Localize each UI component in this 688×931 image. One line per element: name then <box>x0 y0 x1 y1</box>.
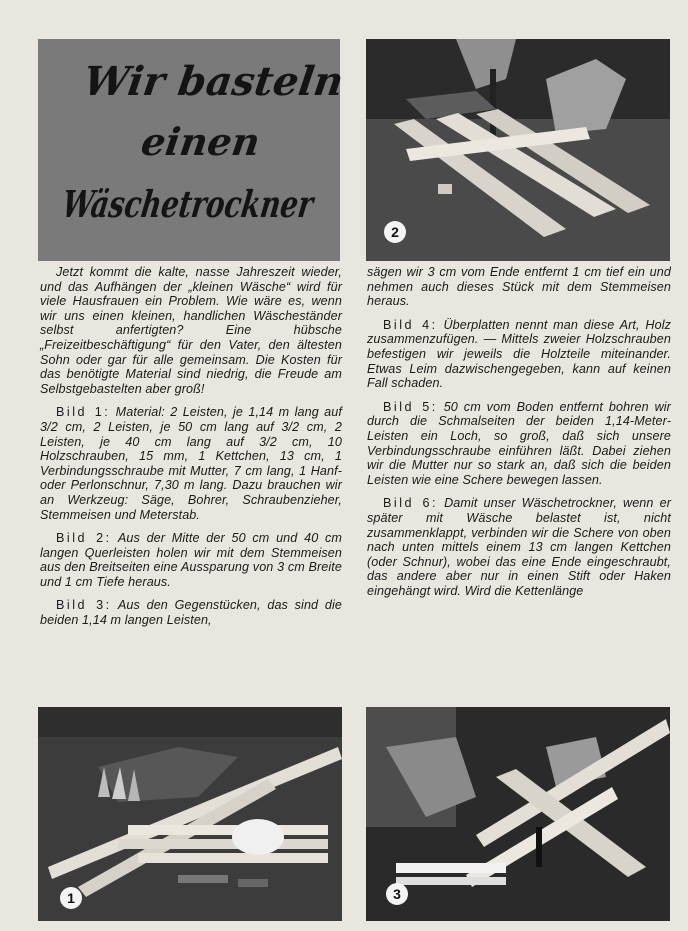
bild-6-label: Bild 6: <box>383 496 438 511</box>
bild-3-paragraph <box>40 598 342 627</box>
bild-1-text: Material: 2 Leisten, je 1,14 m lang auf 3/2 cm, 2 Leisten, je 50 cm lang auf 3/2 cm, 2 Leisten, je 40 cm lang auf 3/2 cm, 10 Holzschrauben, 15 mm, 1 Kettchen, 13 cm, 1 Verbindungsschraube mit Mutter, 7 cm lang, 1 Hanf- oder Perlonschnur, 7,30 m lang. Dazu brauchen wir an Werkzeug: Säge, Bohrer, Schraubenzieher, Stemmeisen und Meterstab. <box>40 405 342 522</box>
title-panel <box>38 39 402 261</box>
bild-6-text: Damit unser Wäschetrockner, wenn er später mit Wäsche belastet ist, nicht zusammenklappt, verbinden wir die Schere von oben nach unten mittels einem 13 cm langen Kettchen (oder Schnur), wobei das eine Ende eingeschraubt, das andere aber nur in einen Stift oder Haken eingehängt wird. Wird die Kettenlänge <box>367 496 671 598</box>
bild-6-paragraph <box>367 496 671 598</box>
photo-3-number: 3 <box>386 883 408 905</box>
bild-5-paragraph <box>367 400 671 488</box>
bild-2-paragraph <box>40 531 342 589</box>
photo-3-illustration <box>366 707 670 921</box>
bild-4-label: Bild 4: <box>383 317 438 332</box>
photo-1 <box>38 707 342 921</box>
left-text-column <box>40 265 342 637</box>
bild-5-text: 50 cm vom Boden entfernt bohren wir durch die Schmalseiten der beiden 1,14-Meter-Leisten ein Loch, so groß, daß sich unsere Verbindungsschraube einführen läßt. Dabei ziehen wir die Mutter nur so stark an, daß sich die beiden Leisten wie eine Schere bewegen lassen. <box>367 399 671 487</box>
bild-1-paragraph <box>40 405 342 522</box>
photo-2-illustration <box>366 39 670 261</box>
photo-1-number: 1 <box>60 887 82 909</box>
bild-4-text: Überplatten nennt man diese Art, Holz zusammenzufügen. — Mittels zweier Holzschrauben befestigen wir jeweils die Holzteile miteinander. Etwas Leim dazwischengegeben, kann auf keinen Fall schaden. <box>367 317 671 391</box>
bild-5-label: Bild 5: <box>383 399 438 414</box>
intro-paragraph <box>40 265 342 396</box>
photo-3 <box>366 707 670 921</box>
photo-2 <box>366 39 670 261</box>
title-line-2: einen <box>138 120 263 165</box>
bild-2-text: Aus der Mitte der 50 cm und 40 cm langen Querleisten holen wir mit dem Stemmeisen aus den Breitseiten eine Aussparung von 3 cm Breite und 1 cm Tiefe heraus. <box>40 531 342 589</box>
title-graphic <box>38 39 402 261</box>
intro-text: Jetzt kommt die kalte, nasse Jahreszeit wieder, und das Aufhängen der „kleinen Wäsche“ wird für viele Hausfrauen ein Problem. Wie wäre es, wenn wir uns einen kleinen, handlichen Wäscheständer selbst anfertigten? Eine hübsche „Freizeitbeschäftigung“ für den Vater, den ältesten Sohn oder gar für alle gemeinsam. Die Kosten für das benötigte Material sind niedrig, die Freude am Selbstgebastelten aber groß! <box>40 265 342 396</box>
bild-3-label: Bild 3: <box>56 598 112 613</box>
title-line-3: Wäschetrockner <box>59 182 402 226</box>
continued-text: sägen wir 3 cm vom Ende entfernt 1 cm tief ein und nehmen auch dieses Stück mit dem Stemmeisen heraus. <box>367 265 671 309</box>
bild-1-label: Bild 1: <box>56 405 111 420</box>
bild-3-text: Aus den Gegenstücken, das sind die beiden 1,14 m langen Leisten, <box>40 598 342 628</box>
right-text-column <box>367 265 671 607</box>
title-line-1: Wir basteln <box>80 58 347 105</box>
photo-1-illustration <box>38 707 342 921</box>
photo-2-number: 2 <box>384 221 406 243</box>
bild-4-paragraph <box>367 318 671 391</box>
bild-2-label: Bild 2: <box>56 531 112 546</box>
continued-paragraph <box>367 265 671 309</box>
